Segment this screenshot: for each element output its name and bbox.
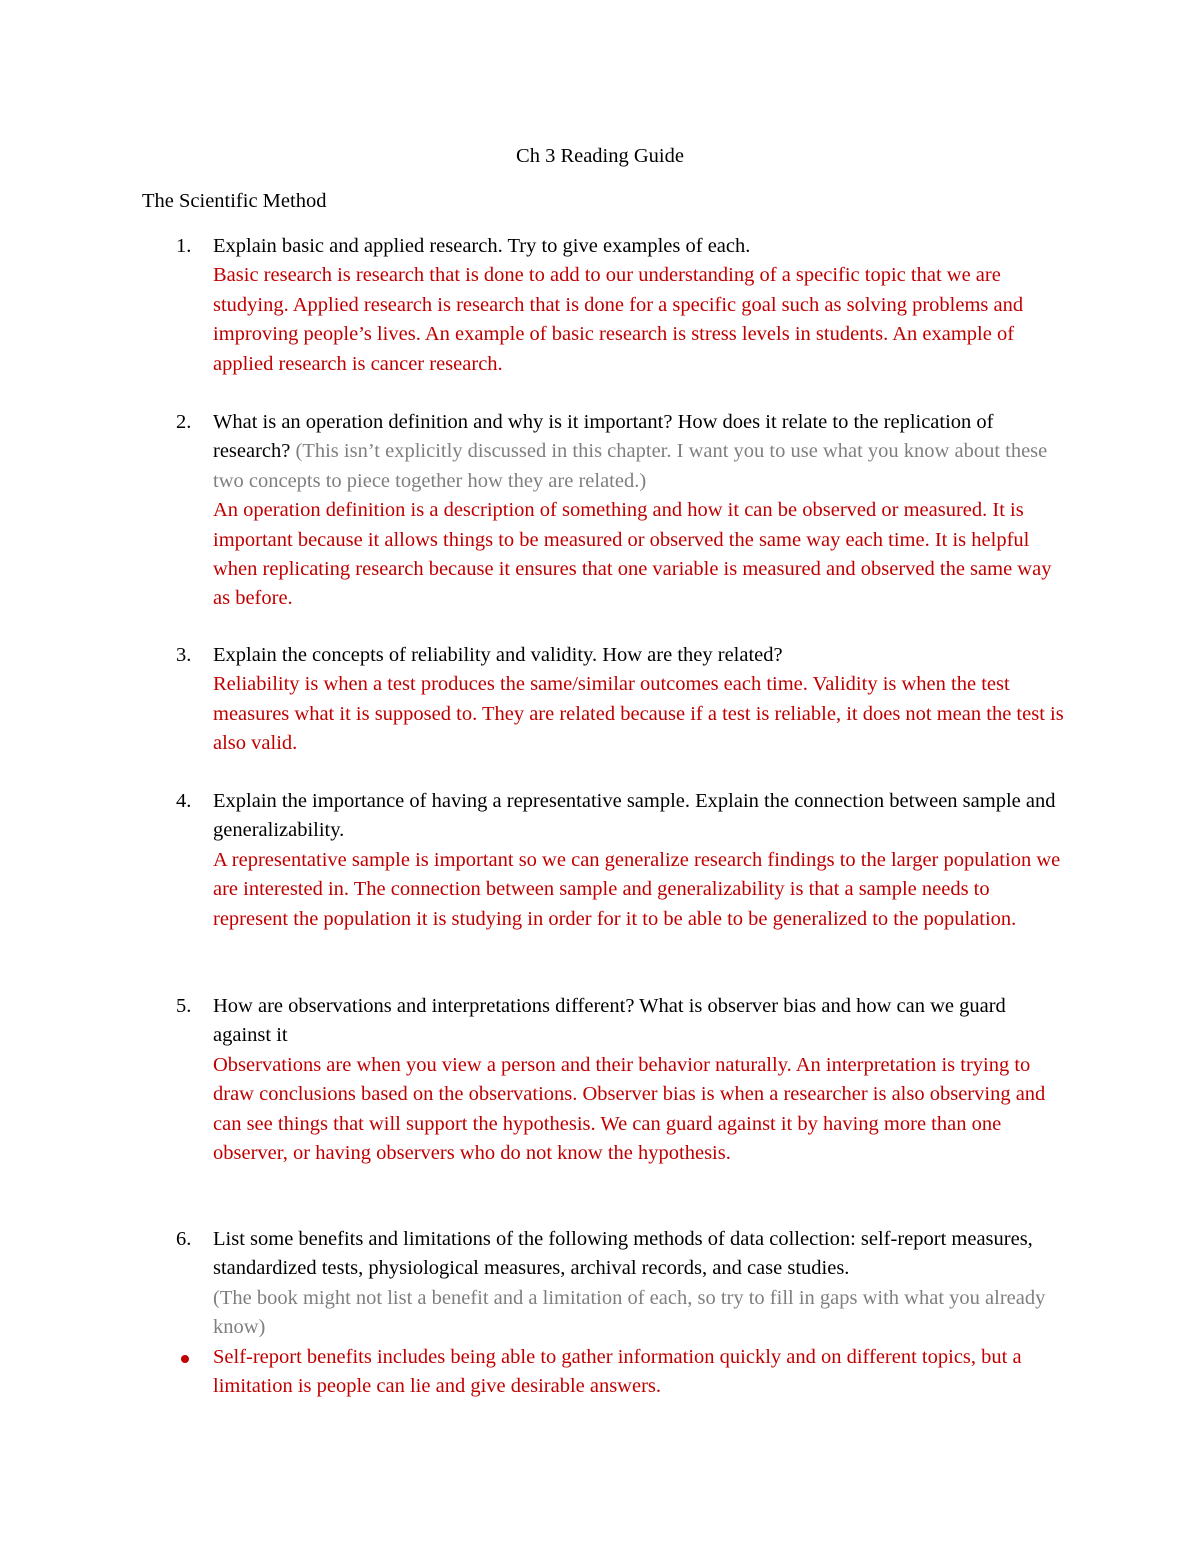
- question-body: [213, 408, 1068, 614]
- section-heading: The Scientific Method: [142, 190, 327, 212]
- question-text: List some benefits and limitations of the following methods of data collection: self-report measures, standardized tests, physiological measures, archival records, and case studies.: [213, 1228, 1033, 1280]
- instructor-note: (The book might not list a benefit and a limitation of each, so try to fill in gaps with what you already know): [213, 1286, 1046, 1339]
- question-body: [213, 1225, 1068, 1401]
- question-text: How are observations and interpretations different? What is observer bias and how can we guard against it: [213, 995, 1006, 1047]
- question-number: 1.: [176, 235, 192, 257]
- answer-text: Basic research is research that is done to add to our understanding of a specific topic that we are studying. Applied research is research that is done for a specific goal such as solving problems and improving people’s lives. An example of basic research is stress levels in students. An example of applied research is cancer research.: [213, 264, 1024, 375]
- answer-text: An operation definition is a description of something and how it can be observed or measured. It is important because it allows things to be measured or observed the same way each time. It is helpful when replicating research because it ensures that one variable is measured and observed the same way as before.: [213, 499, 1052, 610]
- question-number: 5.: [176, 995, 192, 1017]
- question-body: [213, 992, 1068, 1168]
- question-number: 2.: [176, 411, 192, 433]
- question-text: Explain the concepts of reliability and validity. How are they related?: [213, 644, 783, 666]
- question-number: 6.: [176, 1228, 192, 1250]
- question-body: [213, 232, 1068, 379]
- answer-text: Observations are when you view a person and their behavior naturally. An interpretation is trying to draw conclusions based on the observations. Observer bias is when a researcher is also observing and can see things that will support the hypothesis. We can guard against it by having more than one observer, or having observers who do not know the hypothesis.: [213, 1053, 1046, 1165]
- answer-text: Reliability is when a test produces the same/similar outcomes each time. Validity is when the test measures what it is supposed to. They are related because if a test is reliable, it does not mean the test is also valid.: [213, 673, 1064, 755]
- question-text: Explain the importance of having a representative sample. Explain the connection between sample and generalizability.: [213, 790, 1056, 842]
- question-body: [213, 641, 1068, 759]
- question-body: [213, 787, 1068, 934]
- question-paragraph: [213, 408, 1068, 496]
- answer-text: A representative sample is important so we can generalize research findings to the larger population we are interested in. The connection between sample and generalizability is that a sample needs to represent the population it is studying in order for it to be able to be generalized to the population.: [213, 848, 1061, 930]
- answer-bullet-text: Self-report benefits includes being able to gather information quickly and on different topics, but a limitation is people can lie and give desirable answers.: [213, 1345, 1022, 1398]
- question-number: 4.: [176, 790, 192, 812]
- answer-bullet: [142, 1343, 1068, 1402]
- instructor-note: (This isn’t explicitly discussed in this chapter. I want you to use what you know about these two concepts to piece together how they are related.): [213, 440, 1048, 492]
- question-number: 3.: [176, 644, 192, 666]
- document-title: Ch 3 Reading Guide: [516, 145, 684, 167]
- question-text: Explain basic and applied research. Try to give examples of each.: [213, 235, 751, 257]
- bullet-icon: [181, 1355, 189, 1363]
- question-text: What is an operation definition and why is it important? How does it relate to the replication of research?: [213, 411, 994, 463]
